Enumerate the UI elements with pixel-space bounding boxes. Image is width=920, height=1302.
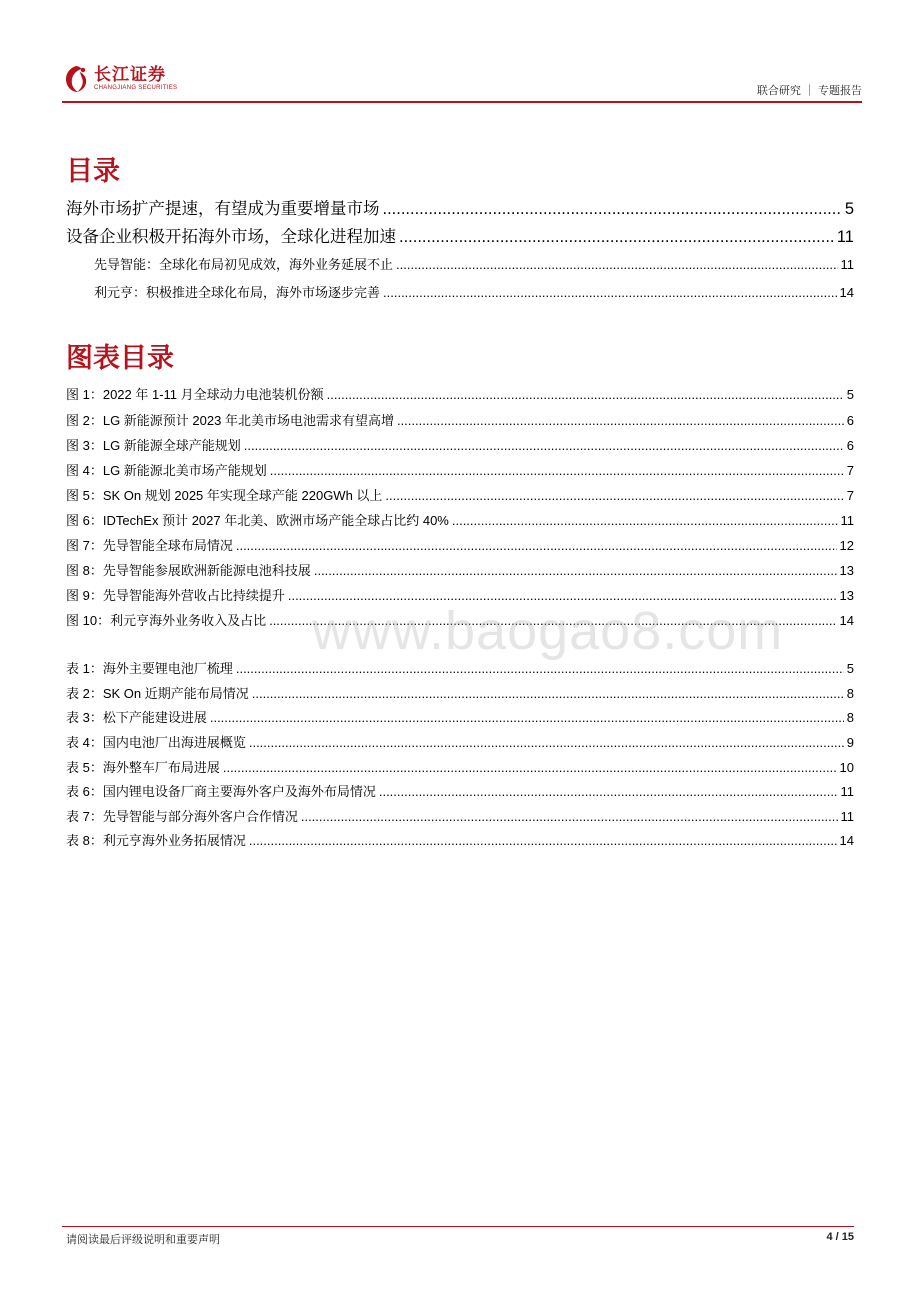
figure-entry[interactable] xyxy=(66,487,854,505)
dot-leader xyxy=(270,462,844,480)
dot-leader xyxy=(379,783,838,801)
toc-entry-page: 14 xyxy=(839,285,854,300)
header-divider xyxy=(62,101,862,103)
figure-entry-text: 图 1：2022 年 1-11 月全球动力电池装机份额 xyxy=(66,387,324,402)
footer-divider xyxy=(62,1226,854,1227)
table-entry[interactable] xyxy=(66,685,854,703)
dot-leader xyxy=(314,562,837,580)
table-entry[interactable] xyxy=(66,808,854,826)
figure-entry-page: 12 xyxy=(839,538,854,553)
figure-entry[interactable] xyxy=(66,386,854,404)
logo-english-name: CHANGJIANG SECURITIES xyxy=(94,85,178,91)
logo-chinese-name: 长江证券 xyxy=(94,65,166,84)
changjiang-logo-icon xyxy=(62,64,90,94)
table-entry-text: 表 2：SK On 近期产能布局情况 xyxy=(66,686,249,701)
table-entry[interactable] xyxy=(66,832,854,850)
dot-leader xyxy=(252,685,844,703)
table-entry[interactable] xyxy=(66,759,854,777)
dot-leader xyxy=(327,386,844,404)
toc-subentry[interactable] xyxy=(94,284,854,302)
dot-leader xyxy=(399,226,834,248)
figure-entry-page: 7 xyxy=(846,463,854,478)
page-number: 4 / 15 xyxy=(826,1231,854,1243)
figure-entry[interactable] xyxy=(66,462,854,480)
table-entry-text: 表 1：海外主要锂电池厂梳理 xyxy=(66,661,233,676)
toc-entry-text: 先导智能：全球化布局初见成效，海外业务延展不止 xyxy=(94,257,394,272)
toc-subentry[interactable] xyxy=(94,256,854,274)
dot-leader xyxy=(301,808,838,826)
toc-entry-text: 海外市场扩产提速，有望成为重要增量市场 xyxy=(66,200,380,218)
table-entry-page: 8 xyxy=(846,686,854,701)
dot-leader xyxy=(236,660,844,678)
figure-entry-page: 6 xyxy=(846,438,854,453)
figure-entry-page: 6 xyxy=(846,413,854,428)
figure-entry-page: 7 xyxy=(846,488,854,503)
table-entry-text: 表 4：国内电池厂出海进展概览 xyxy=(66,735,246,750)
dot-leader xyxy=(210,709,844,727)
table-entry-page: 9 xyxy=(846,735,854,750)
toc-entry-page: 11 xyxy=(840,257,854,272)
figure-entry-text: 图 10：利元亨海外业务收入及占比 xyxy=(66,613,267,628)
figure-entry-text: 图 5：SK On 规划 2025 年实现全球产能 220GWh 以上 xyxy=(66,488,383,503)
dot-leader xyxy=(385,487,843,505)
toc-entry-text: 设备企业积极开拓海外市场，全球化进程加速 xyxy=(66,228,396,246)
toc-entry-page: 5 xyxy=(844,200,854,218)
figure-entry-text: 图 8：先导智能参展欧洲新能源电池科技展 xyxy=(66,563,311,578)
figure-entry-page: 14 xyxy=(839,613,854,628)
dot-leader xyxy=(244,437,844,455)
table-entry-page: 10 xyxy=(839,760,854,775)
toc-entry[interactable] xyxy=(66,226,854,248)
page-header xyxy=(62,62,862,104)
dot-leader xyxy=(223,759,837,777)
dot-leader xyxy=(452,512,838,530)
figure-entry-page: 13 xyxy=(839,563,854,578)
figure-list-title: 图表目录 xyxy=(66,343,174,373)
figure-entry[interactable] xyxy=(66,537,854,555)
table-entry-text: 表 7：先导智能与部分海外客户合作情况 xyxy=(66,809,298,824)
table-entry-text: 表 5：海外整车厂布局进展 xyxy=(66,760,220,775)
dot-leader xyxy=(396,256,837,274)
table-entry[interactable] xyxy=(66,783,854,801)
table-entry-page: 5 xyxy=(846,661,854,676)
table-entry-text: 表 8：利元亨海外业务拓展情况 xyxy=(66,833,246,848)
figure-entry[interactable] xyxy=(66,562,854,580)
table-entry[interactable] xyxy=(66,734,854,752)
figure-entry[interactable] xyxy=(66,412,854,430)
figure-entry-text: 图 9：先导智能海外营收占比持续提升 xyxy=(66,588,285,603)
report-type-label: 联合研究 ｜ 专题报告 xyxy=(756,85,862,97)
table-entry-text: 表 3：松下产能建设进展 xyxy=(66,710,207,725)
toc-title: 目录 xyxy=(66,156,120,186)
figure-entry-text: 图 2：LG 新能源预计 2023 年北美市场电池需求有望高增 xyxy=(66,413,394,428)
figure-entry-page: 5 xyxy=(846,387,854,402)
dot-leader xyxy=(383,198,842,220)
table-entry-page: 11 xyxy=(840,809,854,824)
dot-leader xyxy=(397,412,844,430)
figure-entry[interactable] xyxy=(66,512,854,530)
watermark: www.baogao8.com xyxy=(312,601,784,661)
table-entry-page: 11 xyxy=(840,784,854,799)
figure-entry-text: 图 3：LG 新能源全球产能规划 xyxy=(66,438,241,453)
table-entry-text: 表 6：国内锂电设备厂商主要海外客户及海外布局情况 xyxy=(66,784,376,799)
table-entry-page: 14 xyxy=(839,833,854,848)
table-entry[interactable] xyxy=(66,660,854,678)
dot-leader xyxy=(236,537,837,555)
toc-entry-page: 11 xyxy=(836,228,854,246)
toc-entry[interactable] xyxy=(66,198,854,220)
table-entry[interactable] xyxy=(66,709,854,727)
figure-entry-page: 11 xyxy=(840,513,854,528)
figure-entry-text: 图 7：先导智能全球布局情况 xyxy=(66,538,233,553)
disclaimer-note: 请阅读最后评级说明和重要声明 xyxy=(66,1234,220,1246)
figure-entry-text: 图 6：IDTechEx 预计 2027 年北美、欧洲市场产能全球占比约 40% xyxy=(66,513,449,528)
dot-leader xyxy=(249,832,837,850)
figure-entry[interactable] xyxy=(66,437,854,455)
table-entry-page: 8 xyxy=(846,710,854,725)
toc-entry-text: 利元亨：积极推进全球化布局，海外市场逐步完善 xyxy=(94,285,381,300)
figure-entry-text: 图 4：LG 新能源北美市场产能规划 xyxy=(66,463,267,478)
dot-leader xyxy=(249,734,844,752)
company-logo xyxy=(62,64,177,94)
figure-entry-page: 13 xyxy=(839,588,854,603)
dot-leader xyxy=(383,284,837,302)
